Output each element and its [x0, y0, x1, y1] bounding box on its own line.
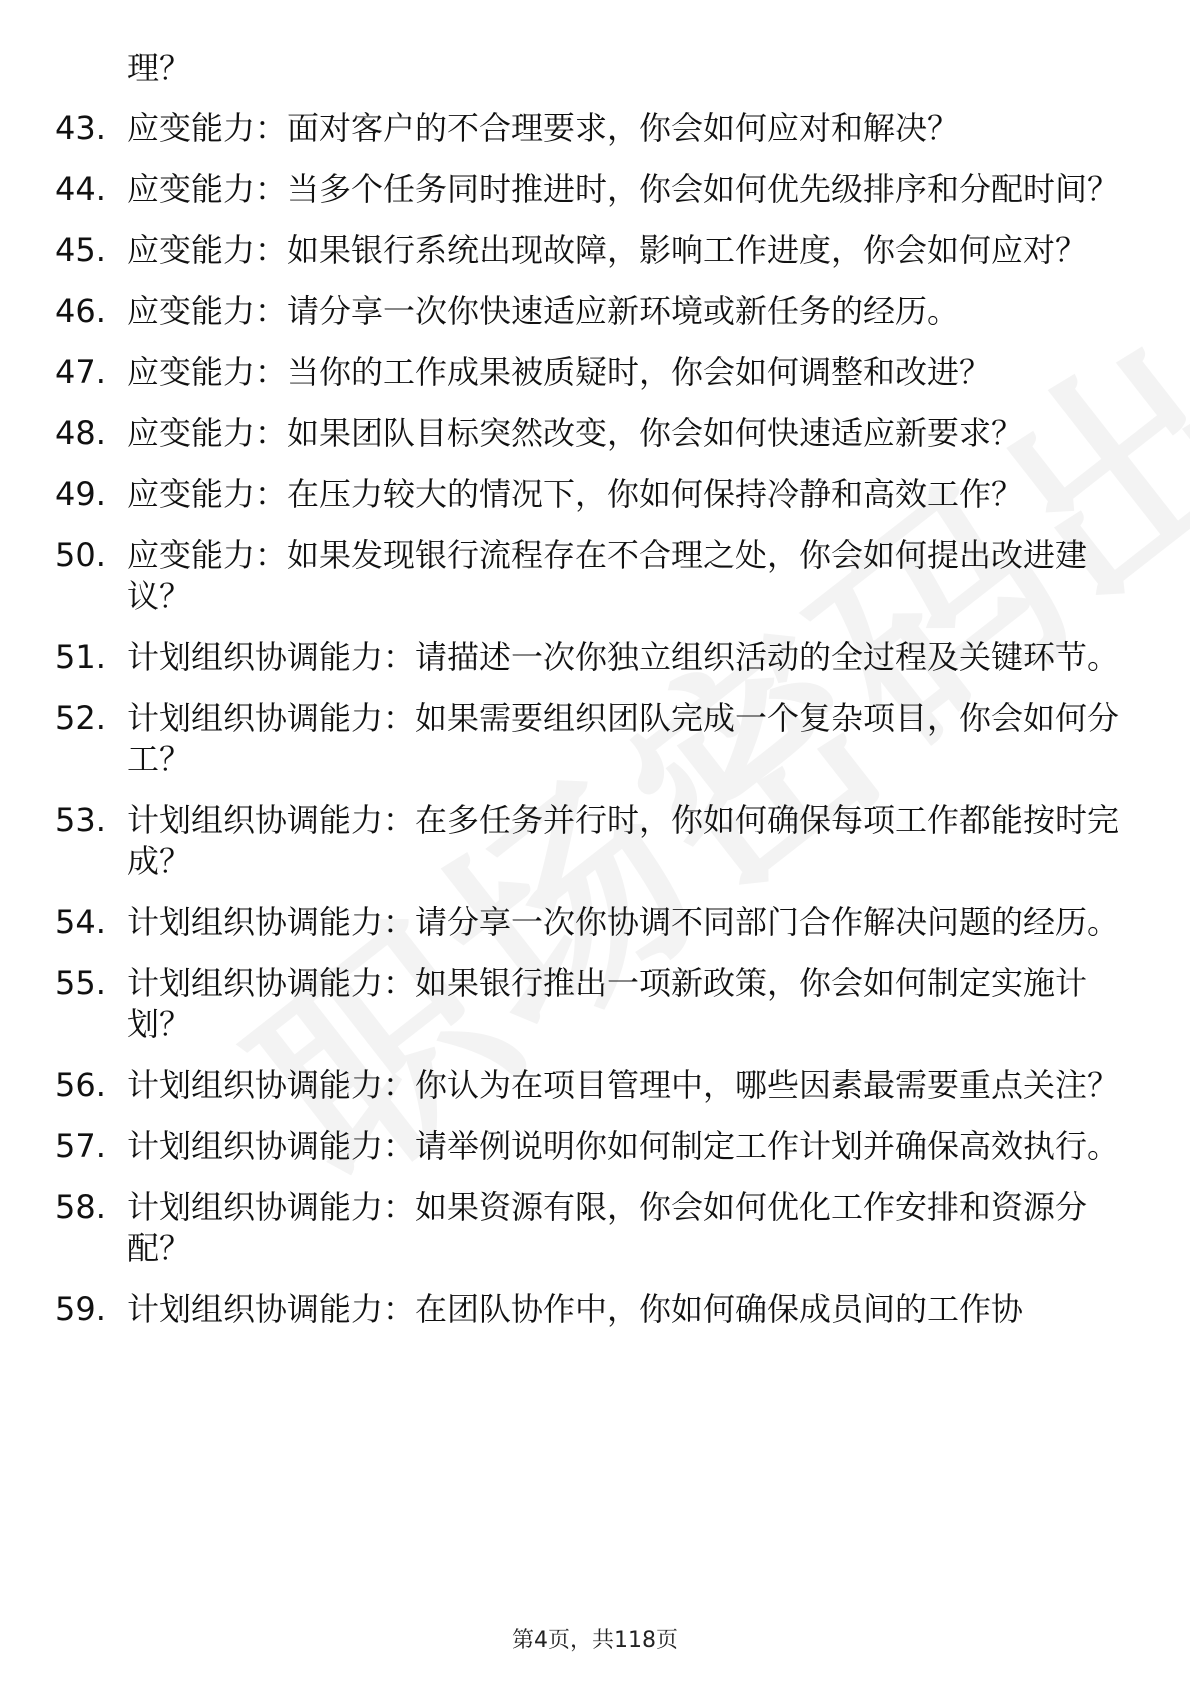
- item-text: 计划组织协调能力：如果资源有限，你会如何优化工作安排和资源分配？: [127, 1188, 1088, 1267]
- item-text: 计划组织协调能力：请分享一次你协调不同部门合作解决问题的经历。: [127, 903, 1120, 941]
- list-item: [0, 963, 1190, 1045]
- item-text: 计划组织协调能力：如果银行推出一项新政策，你会如何制定实施计划？: [127, 964, 1088, 1043]
- item-number: 47.: [55, 353, 106, 391]
- list-item-continuation: [0, 48, 1190, 89]
- list-item: [0, 800, 1190, 882]
- item-number: 59.: [55, 1290, 106, 1328]
- list-item: [0, 352, 1190, 393]
- item-text: 计划组织协调能力：如果需要组织团队完成一个复杂项目，你会如何分工？: [127, 699, 1120, 778]
- item-number: 52.: [55, 699, 106, 737]
- item-text: 应变能力：当你的工作成果被质疑时，你会如何调整和改进？: [127, 353, 992, 391]
- item-number: 51.: [55, 638, 106, 676]
- list-item: [0, 535, 1190, 617]
- list-item: [0, 1126, 1190, 1167]
- item-text: 应变能力：面对客户的不合理要求，你会如何应对和解决？: [127, 109, 960, 147]
- item-number: 53.: [55, 801, 106, 839]
- item-number: 43.: [55, 109, 106, 147]
- item-text: 应变能力：在压力较大的情况下，你如何保持冷静和高效工作？: [127, 475, 1024, 513]
- item-number: 55.: [55, 964, 106, 1002]
- list-item: [0, 1289, 1190, 1330]
- question-list: [0, 48, 1190, 1350]
- item-text: 计划组织协调能力：请举例说明你如何制定工作计划并确保高效执行。: [127, 1127, 1120, 1165]
- item-number: 48.: [55, 414, 106, 452]
- list-item: [0, 1065, 1190, 1106]
- list-item: [0, 291, 1190, 332]
- item-number: 50.: [55, 536, 106, 574]
- list-item: [0, 902, 1190, 943]
- list-item: [0, 1187, 1190, 1269]
- item-number: 56.: [55, 1066, 106, 1104]
- continuation-text: 理？: [127, 49, 192, 87]
- item-number: 58.: [55, 1188, 106, 1226]
- item-number: 54.: [55, 903, 106, 941]
- item-text: 应变能力：当多个任务同时推进时，你会如何优先级排序和分配时间？: [127, 170, 1120, 208]
- item-text: 应变能力：如果发现银行流程存在不合理之处，你会如何提出改进建议？: [127, 536, 1088, 615]
- list-item: [0, 413, 1190, 454]
- item-text: 计划组织协调能力：在多任务并行时，你如何确保每项工作都能按时完成？: [127, 801, 1120, 880]
- list-item: [0, 698, 1190, 780]
- item-number: 46.: [55, 292, 106, 330]
- item-number: 45.: [55, 231, 106, 269]
- list-item: [0, 637, 1190, 678]
- list-item: [0, 474, 1190, 515]
- item-number: 49.: [55, 475, 106, 513]
- item-text: 计划组织协调能力：在团队协作中，你如何确保成员间的工作协: [127, 1290, 1024, 1328]
- item-text: 计划组织协调能力：你认为在项目管理中，哪些因素最需要重点关注？: [127, 1066, 1120, 1104]
- item-text: 应变能力：请分享一次你快速适应新环境或新任务的经历。: [127, 292, 960, 330]
- page-footer: 第4页，共118页: [512, 1628, 678, 1653]
- list-item: [0, 108, 1190, 149]
- item-text: 应变能力：如果团队目标突然改变，你会如何快速适应新要求？: [127, 414, 1024, 452]
- item-text: 计划组织协调能力：请描述一次你独立组织活动的全过程及关键环节。: [127, 638, 1120, 676]
- list-item: [0, 169, 1190, 210]
- list-item: [0, 230, 1190, 271]
- item-number: 44.: [55, 170, 106, 208]
- item-number: 57.: [55, 1127, 106, 1165]
- item-text: 应变能力：如果银行系统出现故障，影响工作进度，你会如何应对？: [127, 231, 1088, 269]
